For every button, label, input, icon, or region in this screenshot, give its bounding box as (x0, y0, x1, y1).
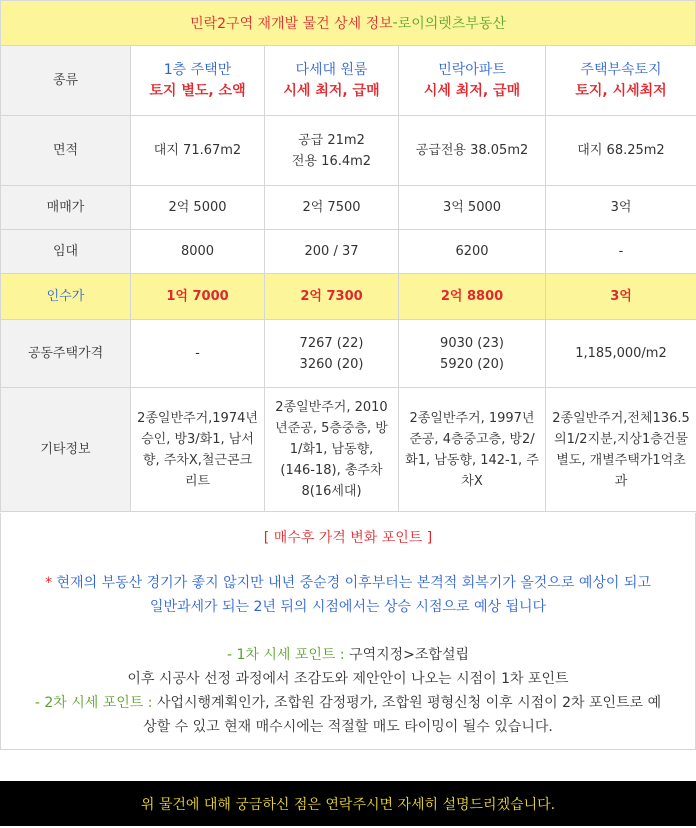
etc-cell-4: 2종일반주거,전체136.5의1/2지분,지상1층건물별도, 개별주택가1억초과 (546, 388, 696, 512)
outlook-line-1: 현재의 부동산 경기가 좋지 않지만 내년 중순경 이후부터는 본격적 회복기가 올것으로 예상이 되고 (52, 575, 651, 591)
asterisk: * (45, 575, 53, 591)
takeover-cell-1: 1억 7000 (131, 274, 265, 320)
price-cell-1: 2억 5000 (131, 186, 265, 230)
public-price-3b: 5920 (20) (440, 356, 504, 372)
column-header-2 (265, 46, 399, 116)
etc-cell-1: 2종일반주거,1974년 승인, 방3/화1, 남서향, 주차X,철근콘크리트 (131, 388, 265, 512)
price-cell-2: 2억 7500 (265, 186, 399, 230)
point-2 (1, 691, 695, 739)
page-title: 민락2구역 재개발 물건 상세 정보 (190, 16, 393, 32)
price-cell-4: 3억 (546, 186, 696, 230)
column-4-title: 주택부속토지 (580, 61, 662, 78)
etc-cell-2: 2종일반주거, 2010년준공, 5층중층, 방1/화1, 남동향, (146-18), 총주차8(16세대) (265, 388, 399, 512)
row-label-type: 종류 (1, 46, 131, 116)
column-3-subtitle: 시세 최저, 급매 (423, 82, 521, 99)
contact-footer (0, 781, 696, 826)
area-cell-4: 대지 68.25m2 (546, 116, 696, 186)
takeover-cell-4: 3억 (546, 274, 696, 320)
row-label-etc: 기타정보 (1, 388, 131, 512)
table-row-public-price (1, 320, 696, 388)
takeover-cell-3: 2억 8800 (399, 274, 546, 320)
public-price-3a: 9030 (23) (440, 335, 504, 351)
point-2-text: 사업시행계획인가, 조합원 감정평가, 조합원 평형신청 이후 시점이 2차 포인트로 예 (152, 695, 662, 711)
rent-cell-1: 8000 (131, 230, 265, 274)
market-outlook (1, 571, 695, 619)
column-1-title: 1층 주택만 (163, 61, 232, 78)
column-2-subtitle: 시세 최저, 급매 (283, 82, 380, 99)
point-1-detail: 이후 시공사 선정 과정에서 조감도와 제안안이 나오는 시점이 1차 포인트 (127, 671, 569, 687)
table-row-etc (1, 388, 696, 512)
notes-heading: [ 매수후 가격 변화 포인트 ] (263, 530, 433, 546)
point-2-label: - 2차 시세 포인트 : (34, 695, 153, 711)
outlook-line-2: 일반과세가 되는 2년 뒤의 시점에서는 상승 시점으로 예상 됩니다 (149, 599, 547, 615)
column-header-1 (131, 46, 265, 116)
table-row-type (1, 46, 696, 116)
title-separator: - (392, 15, 398, 31)
column-header-4 (546, 46, 696, 116)
public-price-2b: 3260 (20) (299, 356, 364, 372)
column-2-title: 다세대 원룸 (295, 61, 368, 78)
point-1-text: 구역지정>조합설립 (344, 647, 469, 663)
area-cell-2 (265, 116, 399, 186)
public-price-cell-3 (399, 320, 546, 388)
row-label-takeover: 인수가 (1, 274, 131, 320)
takeover-cell-2: 2억 7300 (265, 274, 399, 320)
row-label-rent: 임대 (1, 230, 131, 274)
price-change-notes (0, 513, 696, 750)
price-cell-3: 3억 5000 (399, 186, 546, 230)
public-price-cell-1: - (131, 320, 265, 388)
row-label-price: 매매가 (1, 186, 131, 230)
agency-name: 로이의렛츠부동산 (397, 16, 506, 32)
public-price-2a: 7267 (22) (299, 335, 364, 351)
area-cell-3: 공급전용 38.05m2 (399, 116, 546, 186)
row-label-area: 면적 (1, 116, 131, 186)
public-price-cell-2 (265, 320, 399, 388)
public-price-cell-4: 1,185,000/m2 (546, 320, 696, 388)
row-label-public-price: 공동주택가격 (1, 320, 131, 388)
point-1 (1, 643, 695, 667)
column-header-3 (399, 46, 546, 116)
table-row-takeover (1, 274, 696, 320)
table-row-rent (1, 230, 696, 274)
area-exclusive: 전용 16.4m2 (291, 153, 372, 169)
footer-text: 위 물건에 대해 궁금하신 점은 연락주시면 자세히 설명드리겠습니다. (140, 796, 556, 813)
table-row-price (1, 186, 696, 230)
area-cell-1: 대지 71.67m2 (131, 116, 265, 186)
point-2-detail: 상할 수 있고 현재 매수시에는 적절할 매도 타이밍이 될수 있습니다. (143, 719, 553, 735)
rent-cell-2: 200 / 37 (265, 230, 399, 274)
etc-cell-3: 2종일반주거, 1997년준공, 4층중고층, 방2/화1, 남동향, 142-1, 주차X (399, 388, 546, 512)
rent-cell-4: - (546, 230, 696, 274)
column-4-subtitle: 토지, 시세최저 (575, 82, 667, 99)
column-3-title: 민락아파트 (438, 61, 506, 78)
point-1-label: - 1차 시세 포인트 : (227, 647, 345, 663)
property-table (0, 45, 696, 512)
rent-cell-3: 6200 (399, 230, 546, 274)
column-1-subtitle: 토지 별도, 소액 (149, 82, 246, 99)
area-supply: 공급 21m2 (298, 132, 365, 148)
table-row-area (1, 116, 696, 186)
title-bar (0, 0, 696, 46)
